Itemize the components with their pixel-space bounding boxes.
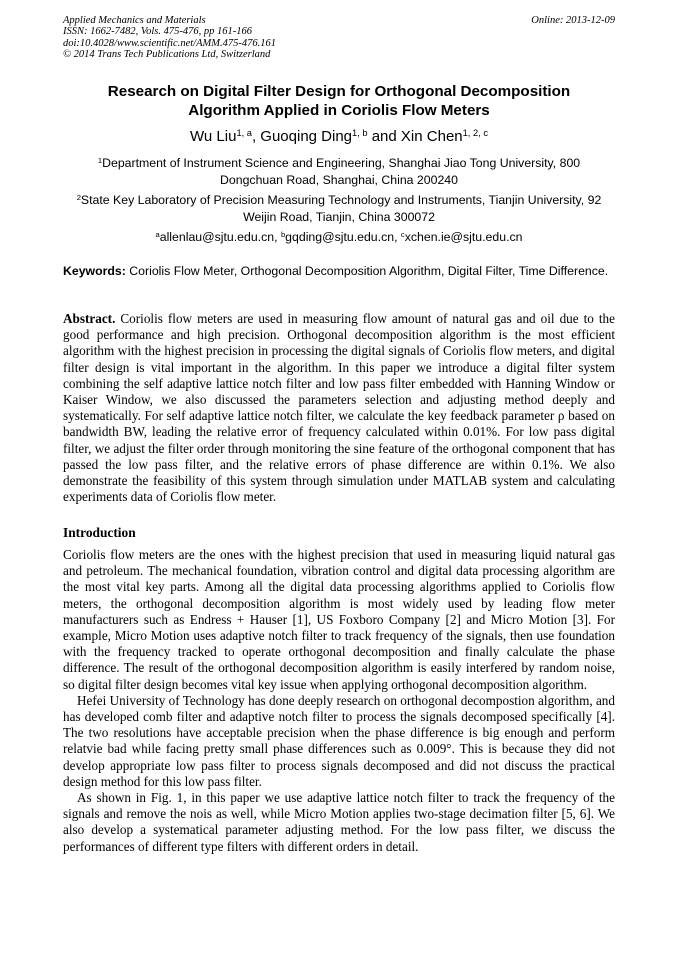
author-affil-mark: 1, b xyxy=(352,127,368,138)
section-heading-introduction: Introduction xyxy=(63,525,136,540)
author-name: Guoqing Ding xyxy=(260,128,353,145)
author-separator: , xyxy=(251,128,261,145)
affiliation-text: Dongchuan Road, Shanghai, China 200240 xyxy=(220,172,458,187)
author-name: Xin Chen xyxy=(400,128,463,145)
title-line-2: Algorithm Applied in Coriolis Flow Meters xyxy=(188,102,490,119)
email-mark: b xyxy=(280,229,286,239)
author-affil-mark: 1, a xyxy=(236,127,252,138)
affiliation-text: Weijin Road, Tianjin, China 300072 xyxy=(243,209,435,224)
issn-line: ISSN: 1662-7482, Vols. 475-476, pp 161-166 xyxy=(63,26,252,38)
paragraph: Hefei University of Technology has done deeply research on orthogonal decompostion algorithm, and has developed comb filter and adaptive notch filter to process the signals decomposed specifically [4]. The two resolutions have acceptable precision when the phase difference is big enough and perform relatvie bad while facing pretty small phase differences such as 0.009°. This is because they did not develop appropriate low pass filter to process signals decomposed and did not discuss the practical design method for this low pass filter. xyxy=(63,692,615,789)
paragraph: Coriolis flow meters are the ones with the highest precision that used in measuring liquid natural gas and petroleum. The mechanical foundation, vibration control and digital data processing algorithm are the most vital key parts. Among all the digital data processing algorithms applied to Coriolis flow meters, the orthogonal decomposition algorithm is most widely used by leading flow meter manufacturers such as Endress + Hauser [1], US Foxboro Company [2] and Micro Motion [3]. For example, Micro Motion uses adaptive notch filter to track frequency of the signals, then use foundation with the frequency tracked to operate orthogonal decomposition and finally calculate the phase difference. The result of the orthogonal decomposition algorithm is easily interfered by random noise, so digital filter design becomes vital key issue when applying orthogonal decomposition algorithm. xyxy=(63,547,615,692)
affiliation-text: Department of Instrument Science and Engineering, Shanghai Jiao Tong University, 800 xyxy=(102,156,581,170)
author-list xyxy=(63,128,615,146)
abstract-label: Abstract. xyxy=(63,311,116,326)
doi-line: doi:10.4028/www.scientific.net/AMM.475-476.161 xyxy=(63,37,276,49)
keywords-text: Coriolis Flow Meter, Orthogonal Decomposition Algorithm, Digital Filter, Time Difference. xyxy=(129,264,609,278)
author-name: Wu Liu xyxy=(190,128,237,145)
title-line-1: Research on Digital Filter Design for Orthogonal Decomposition xyxy=(107,83,571,100)
author-separator: and xyxy=(367,128,401,145)
email-address: gqding@sjtu.edu.cn xyxy=(285,230,395,244)
email-mark: a xyxy=(155,229,160,239)
keywords-label: Keywords: xyxy=(63,264,126,278)
affiliation-mark: 2 xyxy=(76,192,81,202)
email-separator: , xyxy=(394,230,401,244)
email-address: xchen.ie@sjtu.edu.cn xyxy=(404,230,523,244)
abstract-text: Coriolis flow meters are used in measuring flow amount of natural gas and oil due to the good performance and high precision. Orthogonal decomposition algorithm is the most efficient algorithm with the highest precision in processing the digital signals of Coriolis flow meters, and digital filter design is vital important in the algorithm. In this paper we introduce a digital filter system combining the self adaptive lattice notch filter and low pass filter embedded with Hanning Window or Kaiser Window, we also discussed the parameters selection and adjusting method deeply and systematically. For self adaptive lattice notch filter, we calculate the key feedback parameter ρ based on bandwidth BW, leading the relative error of frequency calculated within 0.01%. For low pass digital filter, we adjust the filter order through monitoring the sine feature of the orthogonal component that has passed the low pass filter, and the relative errors of phase difference are within 0.1%. We also demonstrate the feasibility of this system through simulation under MATLAB system and calculating experiments data of Coriolis flow meter. xyxy=(63,311,615,505)
email-mark: c xyxy=(400,229,405,239)
affiliation-mark: 1 xyxy=(97,155,103,165)
introduction-body xyxy=(63,547,615,855)
abstract-section xyxy=(63,311,615,505)
affiliation-2 xyxy=(63,192,615,225)
email-address: allenlau@sjtu.edu.cn xyxy=(159,230,275,244)
author-affil-mark: 1, 2, c xyxy=(462,127,488,138)
online-date: Online: 2013-12-09 xyxy=(531,15,615,26)
paragraph: As shown in Fig. 1, in this paper we use adaptive lattice notch filter to track the frequency of the signals and remove the nois as well, while Micro Motion applies two-stage decimation filter [5, 6]. We also develop a systematical parameter adjusting method. For the low pass filter, we discuss the performances of different type filters with different orders in detail. xyxy=(63,790,615,854)
affiliation-text: State Key Laboratory of Precision Measuring Technology and Instruments, Tianjin University, 92 xyxy=(80,193,602,207)
journal-header xyxy=(63,15,615,61)
author-emails xyxy=(63,229,615,246)
journal-name: Applied Mechanics and Materials xyxy=(63,15,206,26)
keywords-section xyxy=(63,263,615,279)
email-separator: , xyxy=(274,230,281,244)
paper-title xyxy=(63,82,615,120)
affiliation-1 xyxy=(63,155,615,188)
copyright-line: © 2014 Trans Tech Publications Ltd, Switzerland xyxy=(63,49,271,61)
